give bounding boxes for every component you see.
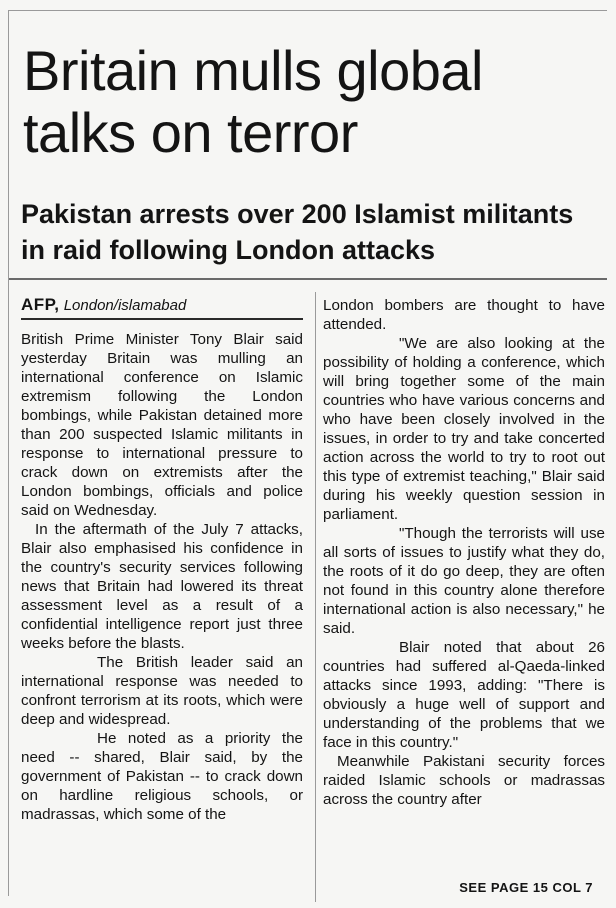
paragraph: British Prime Minister Tony Blair said yesterday Britain was mulling an international conference on Islamic extremism following the London bombings, while Pakistan detained more than 200 suspected Islamic militants in response to international pressure to crack down on extremists after the London bombings, officials and police said on Wednesday. [21, 331, 303, 519]
article-frame [8, 10, 607, 896]
jump-line: SEE PAGE 15 COL 7 [459, 880, 593, 895]
paragraph: "Though the terrorists will use all sorts of issues to justify what they do, the roots of it do go deep, they are often not found in this country alone therefore international action is also necessary," he said. [323, 525, 605, 637]
paragraph: In the aftermath of the July 7 attacks, Blair also emphasised his confidence in the country's security services following news that Britain had lowered its threat assessment level as a result of a confidential intelligence report just three weeks before the blasts. [21, 521, 303, 652]
paragraph: London bombers are thought to have attended. [323, 297, 605, 333]
byline-agency: AFP, [21, 295, 60, 314]
subheadline: Pakistan arrests over 200 Islamist militants in raid following London attacks [21, 199, 574, 265]
headline: Britain mulls global talks on terror [23, 39, 483, 164]
right-column [323, 296, 605, 809]
byline-place: London/islamabad [63, 297, 187, 314]
byline [21, 296, 303, 320]
top-rule [9, 10, 607, 11]
column-divider [315, 292, 316, 902]
left-column [21, 296, 303, 824]
paragraph: The British leader said an international response was needed to confront terrorism at its roots, which were deep and widespread. [21, 654, 303, 728]
paragraph: Blair noted that about 26 countries had suffered al-Qaeda-linked attacks since 1993, adding: "There is obviously a huge well of support and understanding of the problems that we face in this country." [323, 639, 605, 751]
paragraph: "We are also looking at the possibility of holding a conference, which will bring together some of the main countries who have various concerns and who have been closely involved in the issues, in order to try and take concerted action across the world to try to root out this type of extremist teaching," Blair said during his weekly question session in parliament. [323, 335, 605, 523]
section-divider [9, 278, 607, 280]
paragraph: Meanwhile Pakistani security forces raided Islamic schools or madrassas across the country after [323, 753, 605, 808]
paragraph: He noted as a priority the need -- shared, Blair said, by the government of Pakistan -- to crack down on hardline religious schools, or madrassas, which some of the [21, 730, 303, 823]
